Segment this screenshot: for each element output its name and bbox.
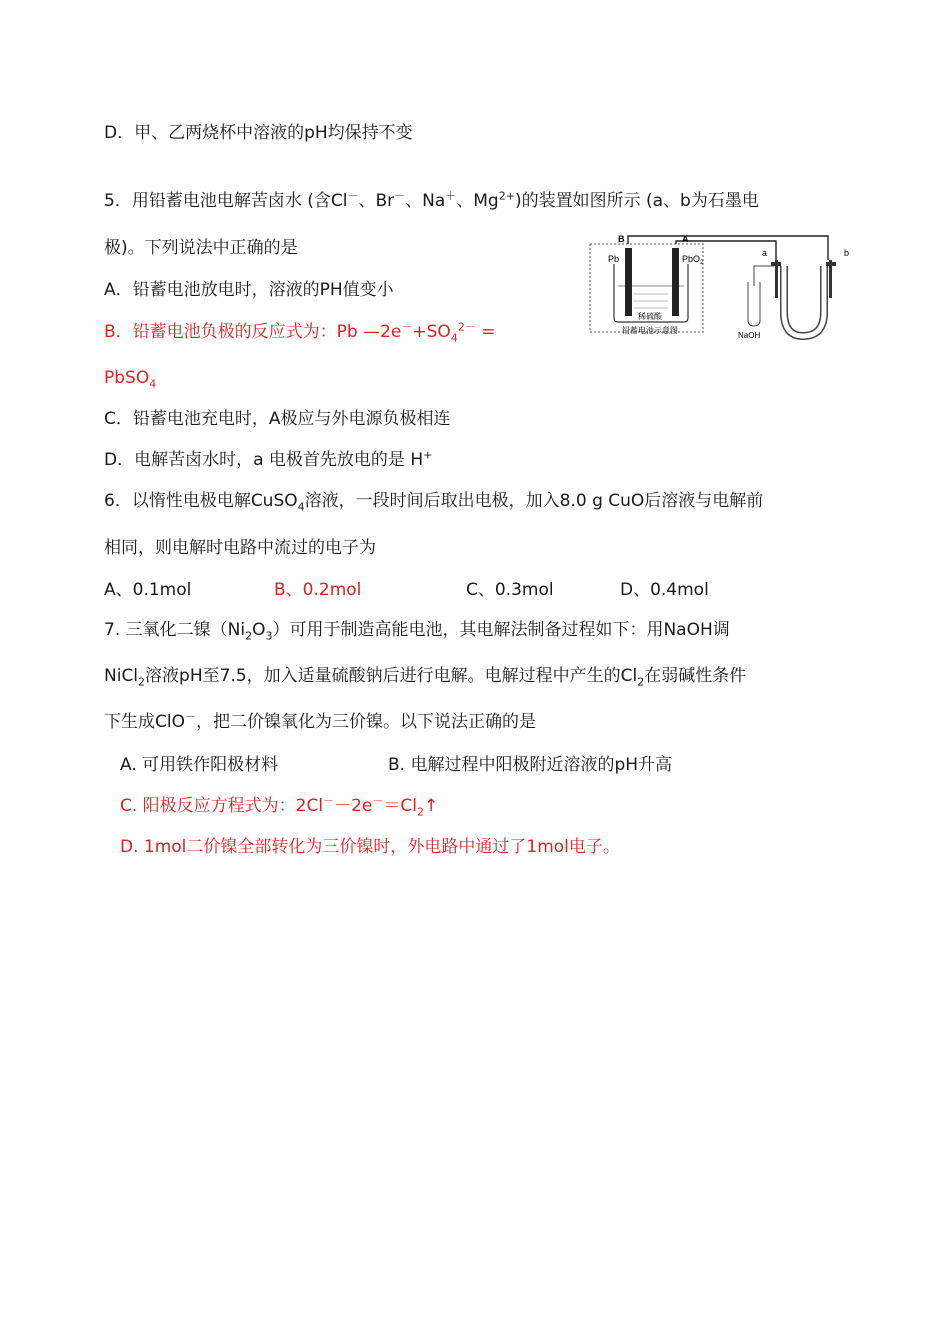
q7-stem-line2: NiCl$_2$溶液pH至7.5，加入适量硫酸钠后进行电解。电解过程中产生的$Cl_2$在弱碱性条件 (104, 666, 747, 689)
electrode-b (829, 260, 832, 298)
q5-option-b: B．铅蓄电池负极的反应式为：Pb $—2e^-+SO_4^{2-}$ = (104, 320, 496, 345)
electrode-b-label: b (844, 248, 850, 258)
pb-electrode (625, 248, 632, 316)
pb-label: Pb (608, 254, 620, 264)
q5-option-d: D．电解苦卤水时，a 电极首先放电的是 H+ (104, 448, 433, 470)
q7-option-b: B. 电解过程中阳极附近溶液的pH升高 (388, 755, 673, 775)
pbo2-electrode (672, 248, 679, 316)
naoh-tube (748, 282, 760, 326)
terminal-b-label: B (618, 234, 625, 244)
electrode-a (775, 260, 778, 298)
q4-option-d: D．甲、乙两烧杯中溶液的pH均保持不变 (104, 123, 413, 143)
q7-option-d: D. 1mol二价镍全部转化为三价镍时，外电路中通过了1mol电子。 (120, 837, 620, 857)
q7-option-c: C. 阳极反应方程式为：$2Cl^--2e^-=Cl_2↑$ (120, 794, 439, 819)
q6-option-b: B、0.2mol (274, 580, 362, 600)
u-tube (784, 266, 824, 336)
q6-option-a: A、0.1mol (104, 580, 192, 600)
electrode-a-label: a (762, 248, 768, 258)
q5-option-a: A．铅蓄电池放电时，溶液的PH值变小 (104, 280, 394, 300)
naoh-label: NaOH (738, 331, 761, 340)
q6-option-d: D、0.4mol (620, 580, 709, 600)
q6-option-c: C、0.3mol (466, 580, 554, 600)
terminal-a-label: A (682, 234, 689, 244)
q5-option-c: C．铅蓄电池充电时，A极应与外电源负极相连 (104, 409, 451, 429)
q6-stem-line1: 6．以惰性电极电解CuSO$_4$溶液，一段时间后取出电极，加入8.0 g CuO后溶液与电解前 (104, 491, 764, 514)
gas-delivery-tube (754, 266, 774, 286)
electrolysis-apparatus-figure (588, 226, 854, 346)
q5-stem-line2: 极)。下列说法中正确的是 (104, 238, 298, 258)
wire-b (628, 236, 828, 260)
acid-label: 稀硫酸 (638, 312, 662, 321)
pbo2-label: PbO$_2$ (682, 254, 704, 266)
q5-option-b-cont: PbSO$_4$ (104, 368, 157, 391)
q5-stem-line1: 5．用铅蓄电池电解苦卤水 (含Cl－、Br－、Na＋、$Mg^{2+}$)的装置如图所示 (a、b为石墨电 (104, 189, 759, 211)
battery-caption: 铅蓄电池示意图 (622, 326, 678, 335)
q7-option-a: A. 可用铁作阳极材料 (120, 755, 279, 775)
q7-stem-line1: 7. 三氧化二镍$(Ni_2O_3)$可用于制造高能电池，其电解法制备过程如下：用NaOH调 (104, 620, 730, 643)
q6-stem-line2: 相同，则电解时电路中流过的电子为 (104, 538, 376, 558)
q7-stem-line3: 下生成ClO－，把二价镍氧化为三价镍。以下说法正确的是 (104, 710, 536, 732)
